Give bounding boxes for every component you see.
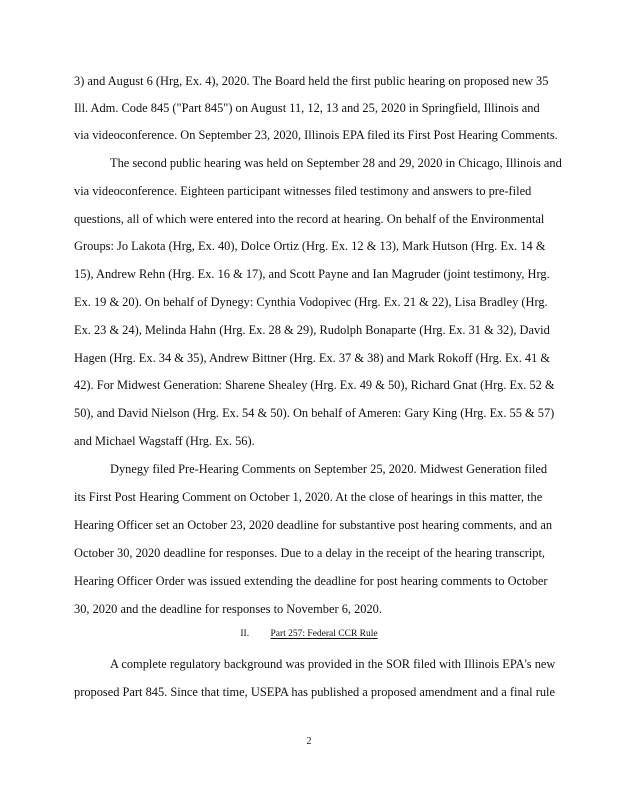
text-line: 50), and David Nielson (Hrg. Ex. 54 & 50). On behalf of Ameren: Gary King (Hrg. Ex. 55 & 57) xyxy=(74,406,555,420)
text-line: Hearing Officer Order was issued extending the deadline for post hearing comments to October xyxy=(74,574,548,588)
text-line: 3) and August 6 (Hrg, Ex. 4), 2020. The Board held the first public hearing on proposed new 35 xyxy=(74,74,549,88)
text-line: Dynegy filed Pre-Hearing Comments on September 25, 2020. Midwest Generation filed xyxy=(110,462,548,476)
text-line: questions, all of which were entered into the record at hearing. On behalf of the Environmental xyxy=(74,212,545,226)
text-line: and Michael Wagstaff (Hrg. Ex. 56). xyxy=(74,434,255,448)
text-line: Ex. 19 & 20). On behalf of Dynegy: Cynthia Vodopivec (Hrg. Ex. 21 & 22), Lisa Bradley (Hrg. xyxy=(74,295,548,309)
text-line: Ex. 23 & 24), Melinda Hahn (Hrg. Ex. 28 & 29), Rudolph Bonaparte (Hrg. Ex. 31 & 32), David xyxy=(74,323,550,337)
page-number: 2 xyxy=(306,736,312,747)
section-number: II. xyxy=(240,629,250,639)
text-line: 42). For Midwest Generation: Sharene Shealey (Hrg. Ex. 49 & 50), Richard Gnat (Hrg. Ex. 52 & xyxy=(74,378,555,392)
section-heading xyxy=(0,628,618,640)
text-line: 15), Andrew Rehn (Hrg. Ex. 16 & 17), and Scott Payne and Ian Magruder (joint testimony, Hrg. xyxy=(74,267,550,281)
section-title: Part 257: Federal CCR Rule xyxy=(270,629,378,639)
text-line: its First Post Hearing Comment on October 1, 2020. At the close of hearings in this matter, the xyxy=(74,490,543,504)
text-line: Groups: Jo Lakota (Hrg, Ex. 40), Dolce Ortiz (Hrg. Ex. 12 & 13), Mark Hutson (Hrg. Ex. 14 & xyxy=(74,239,546,253)
text-line: via videoconference. On September 23, 2020, Illinois EPA filed its First Post Hearing Comments. xyxy=(74,128,558,142)
text-line: proposed Part 845. Since that time, USEPA has published a proposed amendment and a final rule xyxy=(74,685,555,699)
text-line: via videoconference. Eighteen participant witnesses filed testimony and answers to pre-filed xyxy=(74,184,532,198)
text-line: A complete regulatory background was provided in the SOR filed with Illinois EPA's new xyxy=(110,657,556,671)
text-line: 30, 2020 and the deadline for responses to November 6, 2020. xyxy=(74,602,382,616)
text-line: October 30, 2020 deadline for responses. Due to a delay in the receipt of the hearing transcript, xyxy=(74,546,546,560)
text-line: Hearing Officer set an October 23, 2020 deadline for substantive post hearing comments, and an xyxy=(74,518,553,532)
text-line: Hagen (Hrg. Ex. 34 & 35), Andrew Bittner (Hrg. Ex. 37 & 38) and Mark Rokoff (Hrg. Ex. 41 & xyxy=(74,351,551,365)
text-line: Ill. Adm. Code 845 ("Part 845") on August 11, 12, 13 and 25, 2020 in Springfield, Illinois and xyxy=(74,101,540,115)
text-line: The second public hearing was held on September 28 and 29, 2020 in Chicago, Illinois and xyxy=(110,156,562,170)
